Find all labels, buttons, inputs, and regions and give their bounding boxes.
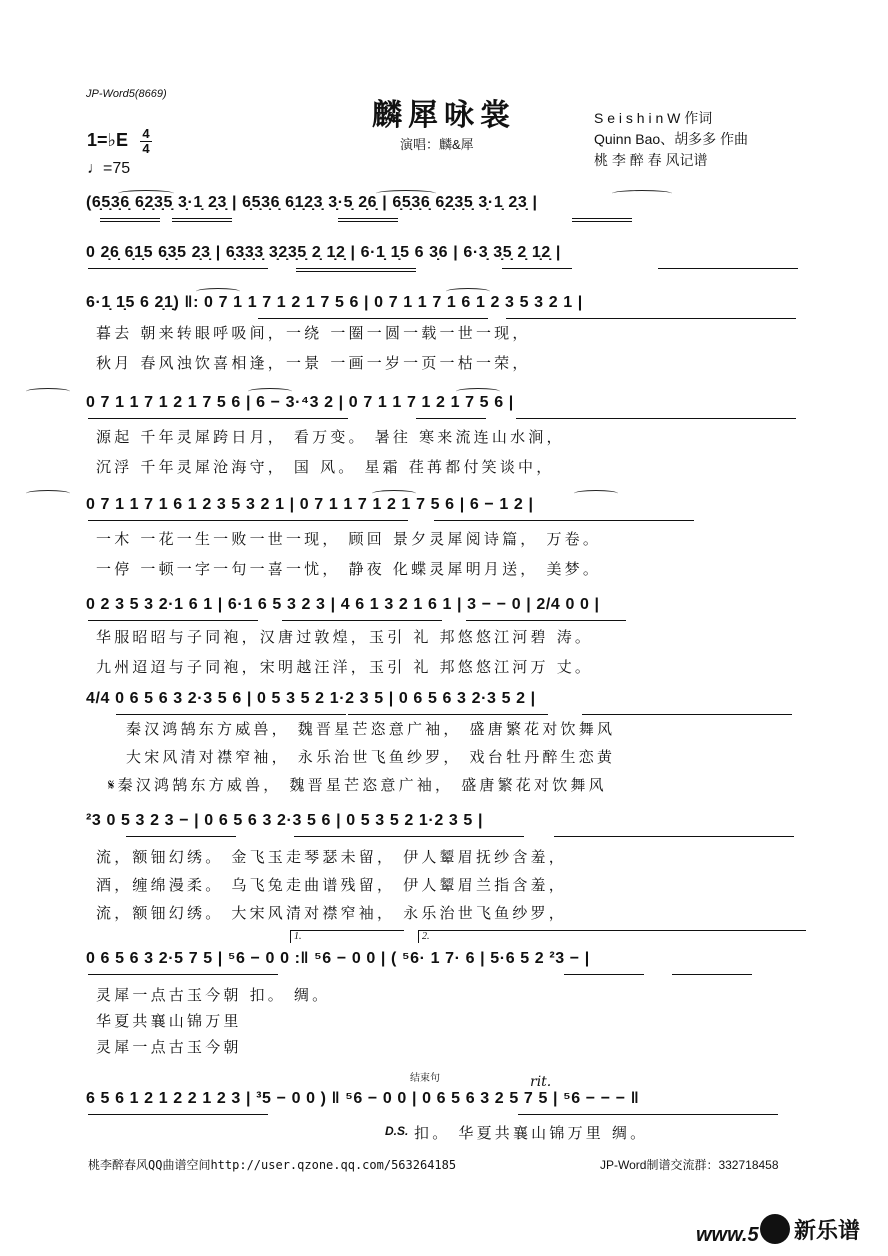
lyric-line-7a: 秦汉鸿鹄东方威兽， 魏晋星芒恣意广袖， 盛唐繁花对饮舞风 — [126, 720, 616, 738]
slur — [446, 288, 490, 295]
slur — [376, 190, 436, 197]
transcriber-credit: 桃 李 醉 春 风记谱 — [594, 152, 708, 168]
footer-qzone-link[interactable]: 桃李醉春风QQ曲谱空间http://user.qzone.qq.com/563264185 — [88, 1158, 457, 1172]
slur — [248, 388, 292, 395]
slur — [574, 490, 618, 497]
beam-lines-8 — [86, 836, 802, 842]
dal-segno-marking: D.S. — [385, 1124, 409, 1138]
slur — [26, 388, 70, 395]
beam-lines-4 — [86, 418, 802, 424]
volta-first-ending: 1. — [290, 930, 404, 943]
slur — [118, 190, 174, 197]
beam-lines-9 — [86, 974, 802, 980]
score-system-2: 0 2̣6̣ 6̣1̣5 6̣3̣5 2̣3̣ | 6̣3̣3̣3̣ 3̣2̣3̣5̣ 2̣ 1̣2̣ | 6·1̣ 1̣5 6 3̣6 | 6·3̣ 3̣5̣ 2̣ 1̣2̣ | — [86, 244, 562, 261]
time-signature — [140, 128, 152, 155]
lyric-line-5b: 一停 一顿一字一句一喜一忧， 静夜 化蝶灵犀明月送， 美梦。 — [96, 560, 602, 578]
lyric-line-6b: 九州迢迢与子同袍，宋明越汪洋，玉引 礼 邦悠悠江河万 丈。 — [96, 658, 594, 676]
ending-section-tag: 结束句 — [410, 1073, 440, 1084]
ritardando-marking: rit. — [530, 1074, 552, 1090]
lyric-line-10a: 扣。 华夏共襄山锦万里 绸。 — [414, 1124, 649, 1142]
beam-lines-2 — [86, 268, 802, 274]
lyric-line-7b: 大宋风清对襟窄袖， 永乐治世飞鱼纱罗， 戏台牡丹醉生恋黄 — [126, 748, 616, 766]
score-system-7: 4/4 0 6 5 6 3 2·3 5 6 | 0 5 3 5 2 1·2 3 5 | 0 6 5 6 3 2·3 5 2 | — [86, 690, 536, 707]
lyric-line-9c: 灵犀一点古玉今朝 — [96, 1038, 242, 1056]
score-system-9: 0 6 5 6 3 2·5 7 5 | ⁵6 − 0 0 :‖ ⁵6 − 0 0 | ( ⁵6· 1 7· 6 | 5·6 5 2 ²3 − | — [86, 950, 590, 967]
lyric-line-8a: 流，额钿幻绣。 金飞玉走琴瑟未留， 伊人颦眉抚纱含羞， — [96, 848, 567, 866]
vinyl-disc-icon — [760, 1214, 790, 1244]
score-system-10: 6 5 6 1 2 1 2 2 1 2 3 | ³5 − 0 0 ) ‖ ⁵6 − 0 0 | 0 6 5 6 3 2 5 7 5 | ⁵6 − − − ‖ — [86, 1090, 640, 1107]
time-signature-bottom: 4 — [142, 141, 150, 156]
volta-second-ending: 2. — [418, 930, 806, 943]
lyric-line-8b: 酒，缠绵漫柔。 乌飞兔走曲谱残留， 伊人颦眉兰指含羞， — [96, 876, 567, 894]
lyric-line-5a: 一木 一花一生一败一世一现， 顾回 景夕灵犀阅诗篇， 万卷。 — [96, 530, 602, 548]
watermark-url: www.5 — [696, 1224, 759, 1246]
score-system-1: (6̣5̣3̣6̣ 6̣2̣3̣5̣ 3̣·1̣ 2̣3̣ | 6̣5̣3̣6̣ 6̣1̣2̣3̣ 3̣·5̣ 2̣6̣ | 6̣5̣3̣6̣ 6̣2̣3̣5̣ 3̣·1̣ 2̣3̣ | — [86, 194, 538, 211]
credits-block — [594, 108, 748, 171]
tempo-marking: ♩=75 — [87, 160, 131, 177]
slur — [26, 490, 70, 497]
lyric-line-9b: 华夏共襄山锦万里 — [96, 1012, 242, 1030]
beam-lines-5 — [86, 520, 802, 526]
song-title: 麟犀咏裳 — [372, 98, 516, 133]
slur — [612, 190, 672, 197]
slur — [372, 490, 416, 497]
lyricist-credit: S e i s h i n W 作词 — [594, 110, 713, 126]
singer-label: 演唱：麟&犀 — [400, 137, 474, 152]
time-signature-top: 4 — [142, 126, 150, 141]
lyric-line-9a: 灵犀一点古玉今朝 扣。 绸。 — [96, 986, 331, 1004]
composer-credit: Quinn Bao、胡多多 作曲 — [594, 131, 749, 147]
lyric-line-7c: 𝄋秦汉鸿鹄东方威兽， 魏晋星芒恣意广袖， 盛唐繁花对饮舞风 — [108, 776, 607, 794]
slur — [456, 388, 500, 395]
score-system-6: 0 2 3 5 3 2·1 6 1 | 6·1 6 5 3 2 3 | 4 6 1 3 2 1 6 1 | 3 − − 0 | 2/4 0 0 | — [86, 596, 600, 613]
beam-lines-10 — [86, 1114, 802, 1120]
score-system-5: 0 7 1 1 7 1 6 1 2 3 5 3 2 1 | 0 7 1 1 7 1 2 1 7 5 6 | 6 − 1 2 | — [86, 496, 534, 513]
footer-group-info: JP-Word制谱交流群：332718458 — [600, 1158, 779, 1172]
score-system-8: ²3 0 5 3 2 3 − | 0 6 5 6 3 2·3 5 6 | 0 5 3 5 2 1·2 3 5 | — [86, 812, 484, 829]
lyric-line-8c: 流，额钿幻绣。 大宋风清对襟窄袖， 永乐治世飞鱼纱罗， — [96, 904, 567, 922]
key-signature: 1=♭E — [87, 130, 129, 150]
slur — [196, 288, 240, 295]
lyric-line-6a: 华服昭昭与子同袍，汉唐过敦煌，玉引 礼 邦悠悠江河碧 涛。 — [96, 628, 594, 646]
beam-lines-1 — [86, 218, 802, 224]
lyric-line-4b: 沉浮 千年灵犀沧海守， 国 风。 星霜 荏苒都付笑谈中， — [96, 458, 555, 476]
score-system-4: 0 7 1 1 7 1 2 1 7 5 6 | 6 − 3·⁴3 2 | 0 7 1 1 7 1 2 1 7 5 6 | — [86, 394, 514, 411]
lyric-line-4a: 源起 千年灵犀跨日月， 看万变。 暑往 寒来流连山水涧， — [96, 428, 565, 446]
software-label: JP-Word5(8669) — [86, 88, 167, 100]
lyric-line-3a: 暮去 朝来转眼呼吸间，一绕 一圈一圆一载一世一现， — [96, 324, 531, 342]
lyric-line-3b: 秋月 春风浊饮喜相逢，一景 一画一岁一页一枯一荣， — [96, 354, 531, 372]
score-system-3: 6·1̣ 1̣5 6 2̣1̣) ‖: 0 7 1 1 7 1 2 1 7 5 6 | 0 7 1 1 7 1 6 1 2 3 5 3 2 1 | — [86, 294, 583, 311]
watermark-site-name: 新乐谱 — [794, 1218, 861, 1243]
